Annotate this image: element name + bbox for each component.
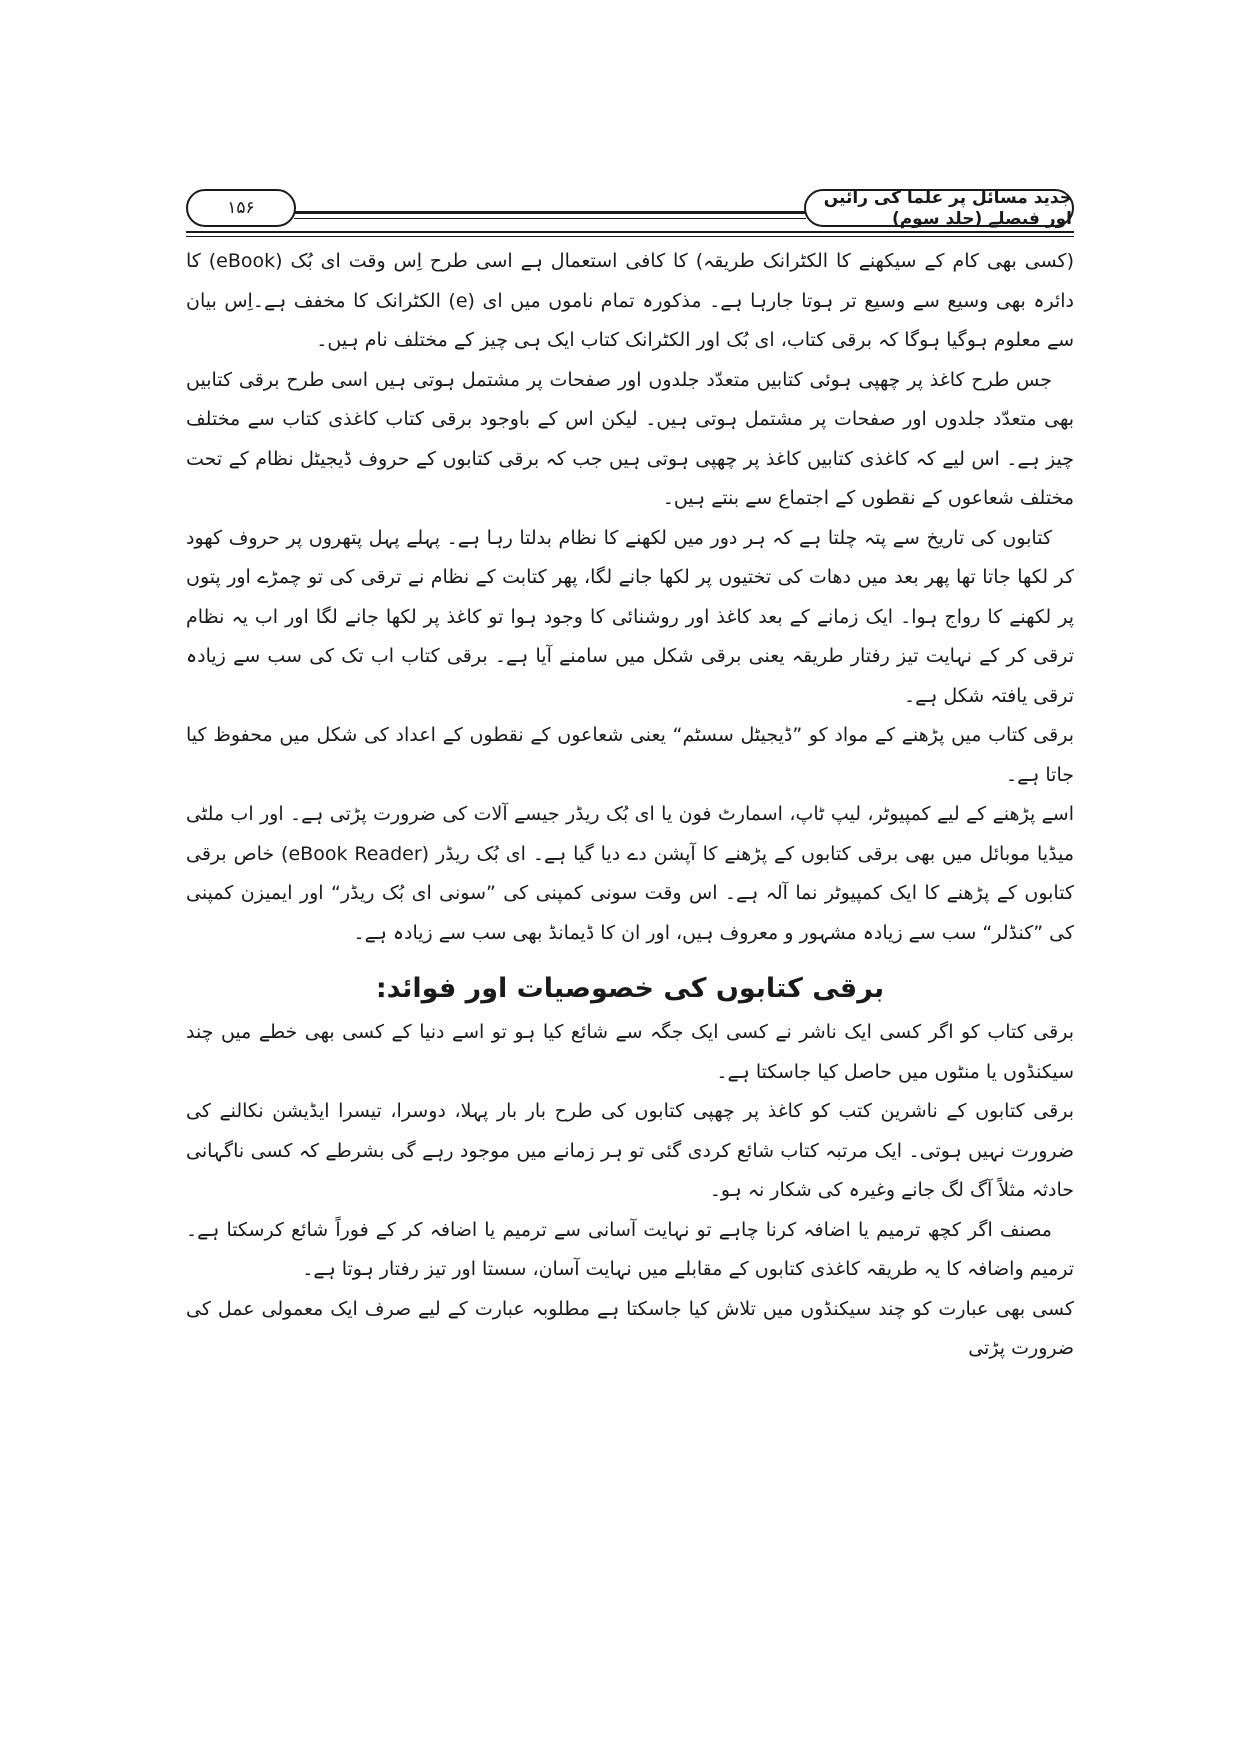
section-heading: برقی کتابوں کی خصوصیات اور فوائد: xyxy=(375,973,885,1004)
paragraph: کسی بھی عبارت کو چند سیکنڈوں میں تلاش کیا جاسکتا ہے مطلوبہ عبارت کے لیے صرف ایک معمولی عمل کی ضرورت پڑتی xyxy=(186,1297,1074,1359)
header-divider-thin xyxy=(186,236,1074,237)
header-divider xyxy=(186,231,1074,233)
page-number-box xyxy=(186,189,296,227)
paragraph: اسے پڑھنے کے لیے کمپیوٹر، لیپ ٹاپ، اسمارٹ فون یا ای بُک ریڈر جیسے آلات کی ضرورت پڑتی ہے۔ اور اب ملٹی میڈیا موبائل میں بھی برقی کتابوں کے پڑھنے کا آپشن دے دیا گیا ہے۔ ای بُک ریڈر (eBook Reader) خاص برقی کتابوں کے پڑھنے کا ایک کمپیوٹر نما آلہ ہے۔ اس وقت سونی کمپنی کی ”سونی ای بُک ریڈر“ اور ایمیزن کمپنی کی ”کنڈلر“ سب سے زیادہ مشہور و معروف ہیں، اور ان کا ڈیمانڈ بھی سب سے زیادہ ہے۔ xyxy=(186,803,1075,944)
header-rule-thin xyxy=(294,218,806,219)
paragraph: کتابوں کی تاریخ سے پتہ چلتا ہے کہ ہر دور میں لکھنے کا نظام بدلتا رہا ہے۔ پہلے پہل پتھروں پر حروف کھود کر لکھا جاتا تھا پھر بعد میں دھات کی تختیوں پر لکھا جانے لگا، پھر کتابت کے نظام نے ترقی کی تو چمڑے اور پتوں پر لکھنے کا رواج ہوا۔ ایک زمانے کے بعد کاغذ اور روشنائی کا وجود ہوا تو کاغذ پر لکھا جانے لگا اور اب یہ نظام ترقی کر کے نہایت تیز رفتار طریقہ یعنی برقی شکل میں سامنے آیا ہے۔ برقی کتاب اب تک کی سب سے زیادہ ترقی یافتہ شکل ہے۔ xyxy=(186,526,1074,707)
page-header xyxy=(186,189,1074,231)
page-body xyxy=(186,242,1074,1369)
header-rule-thick xyxy=(294,211,806,214)
paragraph: (کسی بھی کام کے سیکھنے کا الکٹرانک طریقہ) کا کافی استعمال ہے اسی طرح اِس وقت ای بُک (eBook) کا دائرہ بھی وسیع سے وسیع تر ہوتا جارہا ہے۔ مذکورہ تمام ناموں میں ای (e) الکٹرانک کا مخفف ہے۔اِس بیان سے معلوم ہوگیا ہوگا کہ برقی کتاب، ای بُک اور الکٹرانک کتاب ایک ہی چیز کے مختلف نام ہیں۔ xyxy=(186,250,1074,351)
paragraph: برقی کتابوں کے ناشرین کتب کو کاغذ پر چھپی کتابوں کی طرح بار بار پہلا، دوسرا، تیسرا ایڈیشن نکالنے کی ضرورت نہیں ہوتی۔ ایک مرتبہ کتاب شائع کردی گئی تو ہر زمانے میں موجود رہے گی بشرطے کہ کسی ناگہانی حادثہ مثلاً آگ لگ جانے وغیرہ کی شکار نہ ہو۔ xyxy=(186,1100,1074,1201)
paragraph: برقی کتاب کو اگر کسی ایک ناشر نے کسی ایک جگہ سے شائع کیا ہو تو اسے دنیا کے کسی بھی خطے میں چند سیکنڈوں یا منٹوں میں حاصل کیا جاسکتا ہے۔ xyxy=(186,1021,1074,1083)
page-number: ۱۵۶ xyxy=(227,198,255,218)
paragraph: جس طرح کاغذ پر چھپی ہوئی کتابیں متعدّد جلدوں اور صفحات پر مشتمل ہوتی ہیں اسی طرح برقی کتابیں بھی متعدّد جلدوں اور صفحات پر مشتمل ہوتی ہیں۔ لیکن اس کے باوجود برقی کتاب کاغذی کتاب سے مختلف چیز ہے۔ اس لیے کہ کاغذی کتابیں کاغذ پر چھپی ہوتی ہیں جب کہ برقی کتابوں کے حروف ڈیجیٹل نظام کے تحت مختلف شعاعوں کے نقطوں کے اجتماع سے بنتے ہیں۔ xyxy=(186,368,1074,509)
book-title: جدید مسائل پر علما کی رائیں اور فیصلے (جلد سوم) xyxy=(823,187,1072,229)
paragraph: مصنف اگر کچھ ترمیم یا اضافہ کرنا چاہے تو نہایت آسانی سے ترمیم یا اضافہ کر کے فوراً شائع کرسکتا ہے۔ ترمیم واضافہ کا یہ طریقہ کاغذی کتابوں کے مقابلے میں نہایت آسان، سستا اور تیز رفتار ہوتا ہے۔ xyxy=(186,1218,1074,1280)
book-title-box xyxy=(804,189,1074,227)
paragraph: برقی کتاب میں پڑھنے کے مواد کو ”ڈیجیٹل سسٹم“ یعنی شعاعوں کے نقطوں کے اعداد کی شکل میں محفوظ کیا جاتا ہے۔ xyxy=(186,724,1074,786)
